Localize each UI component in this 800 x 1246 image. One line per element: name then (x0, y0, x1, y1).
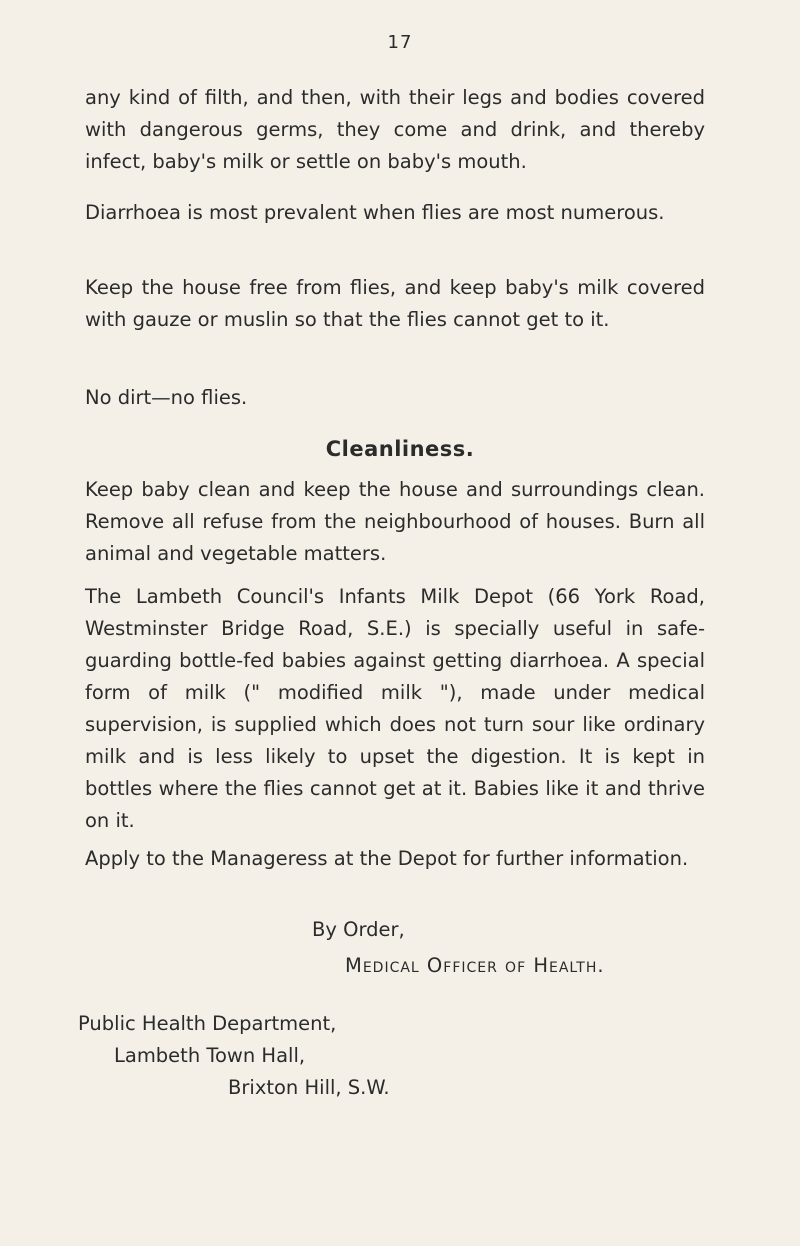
address-line-3: Brixton Hill, S.W. (228, 1076, 390, 1099)
paragraph-diarrhoea: Diarrhoea is most prevalent when flies are most numerous. (85, 201, 665, 224)
paragraph-keep-house-free: Keep the house free from flies, and keep baby's milk covered with gauze or muslin so that the flies cannot get to it. (85, 276, 705, 331)
paragraph-filth: any kind of filth, and then, with their legs and bodies covered with dangerous germs, they come and drink, and thereby infect, baby's milk or settle on baby's mouth. (85, 86, 705, 173)
address-line-1: Public Health Department, (78, 1012, 337, 1035)
page-number: 17 (387, 32, 413, 53)
paragraph-no-dirt: No dirt—no flies. (85, 386, 248, 409)
paragraph-apply: Apply to the Manageress at the Depot for further information. (85, 847, 689, 870)
address-line-2: Lambeth Town Hall, (114, 1044, 306, 1067)
signature-officer: Medical Officer of Health. (345, 954, 605, 977)
paragraph-keep-baby-clean: Keep baby clean and keep the house and surroundings clean. Remove all refuse from the neighbourhood of houses. Burn all animal and vegetable matters. (85, 478, 705, 565)
signature-by-order: By Order, (312, 918, 405, 941)
section-heading-cleanliness: Cleanliness. (325, 437, 475, 461)
paragraph-milk-depot: The Lambeth Council's Infants Milk Depot (66 York Road, Westminster Bridge Road, S.E.) is specially useful in safe-guarding bottle-fed babies against getting diarrhoea. A special form of milk (" modified milk "), made under medical supervision, is supplied which does not turn sour like ordinary milk and is less likely to upset the digestion. It is kept in bottles where the flies cannot get at it. Babies like it and thrive on it. (85, 585, 705, 832)
